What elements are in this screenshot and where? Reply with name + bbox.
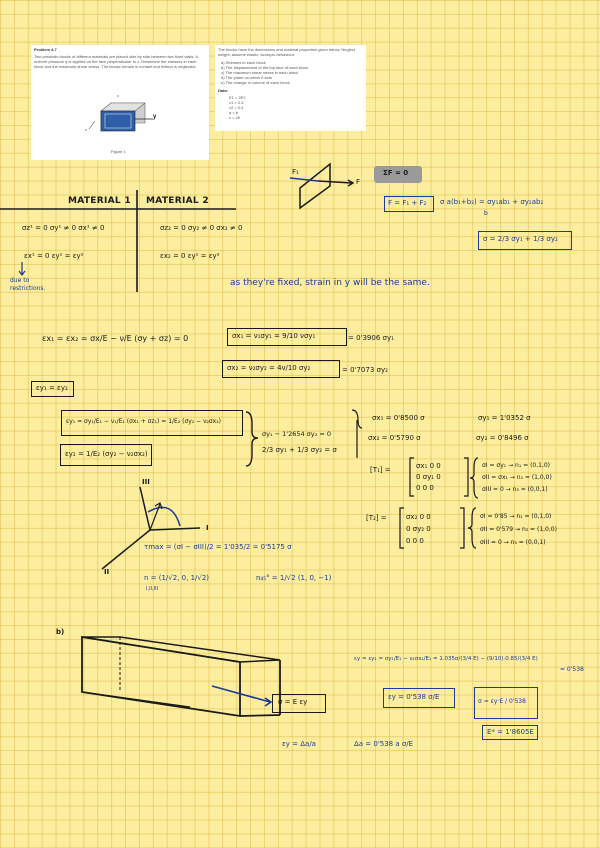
delta-eq: εy = Δa/a [282,740,316,748]
data-value: a = b [229,110,239,115]
tensor-1-label: [T₁] = [370,466,391,474]
tensor-2-label: [T₂] = [366,514,387,522]
axis-III-label: III [142,478,150,486]
delta-result: Δa = 0'538 a σ/E [354,740,414,748]
principal-row: σII = 0'579 → n₂ = (1,0,0) [480,526,557,533]
data-item: d) The plane on which it acts [221,75,272,80]
data-item: b) The displacement of the top face of each block [221,65,309,70]
data-label: Data: [218,88,229,93]
force-label-left: F₁ [292,168,299,176]
e-star-eq: E* = 1'8605E [487,728,534,736]
principal-row: σII = σx₁ → n₂ = (1,0,0) [482,474,552,481]
eps-y-equation: εy = εy₁ = σy₁/E₁ − ν₁σx₁/E₁ = 1.035σ/(3/4 E) − (9/10)·0.85/(3/4 E) [354,656,538,662]
tau-max-eq: τmax = (σI − σIII)/2 = 1'035/2 = 0'5175 σ [144,543,292,551]
eps-sigma-eq: εy = 0'538 σ/E [388,693,440,701]
data-value: c = 2b [229,115,241,120]
principal-row: σIII = 0 → n₃ = (0,0,1) [480,539,546,546]
part-b-label: b) [56,628,65,636]
problem-title: Problem 4.7 [34,47,57,52]
normal-vector: n = (1/√2, 0, 1/√2) [144,574,210,582]
force-sum-eq: F = F₁ + F₂ [388,199,427,207]
matrix-row: 0 0 0 [416,484,434,492]
matrix-row: σx₁ 0 0 [416,462,441,470]
principal-row: σI = σy₁ → n₁ = (0,1,0) [482,462,551,469]
force-expand-eq: σ a(b₁+b₂) = σy₁ab₁ + σy₂ab₂ [440,198,544,206]
data-item: c) The maximum shear stress in each block [221,70,299,75]
eps-y2-box [60,444,152,466]
strain-x-equation: εx₁ = εx₂ = σx/E − ν/E (σy + σz) = 0 [42,334,189,343]
system-eq-1: σy₁ − 1'2654 σy₂ = 0 [262,430,331,438]
data-intro: The blocks have the dimensions and material properties given below. Neglect weight; assume elastic, isotropic behaviour. [218,47,355,57]
eps-y2-eq: εy₂ = 1/E₂ (σy₂ − ν₂σx₂) [65,450,148,458]
fixed-statement: as they're fixed, strain in y will be the same. [230,278,430,288]
sigma-solve-eq: σ = εy·E / 0'538 [478,698,526,705]
matrix-row: 0 σy₁ 0 [416,473,441,481]
result-sigma-x1: σx₁ = 0'8500 σ [372,414,425,422]
tensor-2-matrix [406,511,431,547]
axis-y-label: y [153,114,157,120]
eps-y1-box [61,410,243,436]
sigma-result: σ = 2/3 σy₁ + 1/3 σy₂ [483,235,558,243]
material-2-header: MATERIAL 2 [146,196,209,206]
result-sigma-x2: σx₂ = 0'5790 σ [368,434,421,442]
normal-vector-result: n₄₅° = 1/√2 (1, 0, −1) [256,574,332,582]
normal-subscript: I,II,III [146,586,159,592]
sigma-e-box [272,694,326,713]
sigma-x2-eq: σx₂ = ν₂σy₂ = 4ν/10 σy₂ [227,364,311,372]
data-values [229,95,246,120]
material-1-stresses: σz¹ = 0 σy¹ ≠ 0 σx¹ ≠ 0 [22,224,105,232]
force-sum-box [384,196,434,212]
figure-illustration [83,93,159,141]
sigma-x1-value: = 0'3906 σy₁ [348,334,394,342]
eps-y-result: = 0'538 [560,666,584,673]
tensor-2-principal [480,510,557,549]
material-1-strains: εx¹ = 0 εy¹ = εy² [24,252,84,260]
result-sigma-y1: σy₁ = 1'0352 σ [478,414,531,422]
sigma-x2-box [222,360,340,378]
eps-sigma-box [383,688,455,708]
axis-x-label: x [85,127,87,132]
sigma-x2-value: = 0'7073 σy₂ [342,366,388,374]
e-star-box [482,725,538,740]
sigma-e-eq: σ = E εy [278,698,308,706]
principal-row: σI = 0'85 → n₁ = (0,1,0) [480,513,552,520]
problem-card [31,45,209,160]
sigma-result-box [478,231,572,250]
data-value: ν1 = 0.3 [229,100,244,105]
problem-text: Two prismatic blocks of different materials are placed side by side between two fixed walls. A uniform pressure q is applied on the face perpendicular to x. Determine the stresses in each block and the maximum shear stress. The blocks remain in contact and friction is neglected. [34,54,198,69]
sigma-solve-box [474,687,538,719]
matrix-row: 0 σy₂ 0 [406,525,431,533]
sum-force-badge [374,166,422,183]
data-items-list [221,60,363,85]
matrix-row: 0 0 0 [406,537,424,545]
material-1-header: MATERIAL 1 [68,196,131,206]
system-eq-2: 2/3 σy₁ + 1/3 σy₂ = σ [262,446,337,454]
force-fraction: b [484,210,488,217]
material-2-strains: εx₂ = 0 εy¹ = εy² [160,252,220,260]
force-label-right: F [356,178,361,186]
tensor-1-matrix [416,461,441,494]
sum-force-text: ΣF = 0 [383,169,409,177]
restriction-note: due to restrictions. [10,277,46,292]
tensor-1-principal [482,460,552,496]
result-sigma-y2: σy₂ = 0'8496 σ [476,434,529,442]
figure-caption: Figure 1 [111,149,126,154]
data-value: E1 = 2E2 [229,95,246,100]
axis-I-label: I [206,524,209,532]
principal-row: σIII = 0 → n₃ = (0,0,1) [482,486,548,493]
data-card [215,45,366,131]
eps-equal-box [31,381,74,397]
eps-y1-eq: εy₁ = σy₁/E₁ − ν₁/E₁ (σx₁ + σz₁) = 1/E₂ (σy₂ − ν₂σx₂) [66,418,221,425]
sigma-x1-eq: σx₁ = ν₁σy₁ = 9/10 νσy₁ [232,332,316,340]
axis-II-label: II [104,568,110,576]
matrix-row: σx₂ 0 0 [406,513,431,521]
data-value: ν2 = 0.4 [229,105,244,110]
axis-z-label: z [117,93,119,98]
data-item: a) Stresses in each block [221,60,266,65]
eps-equal: εy₁ = εy₂ [36,384,68,392]
sigma-x1-box [227,328,347,346]
material-2-stresses: σz₂ = 0 σy₂ ≠ 0 σx₂ ≠ 0 [160,224,243,232]
data-item: e) The change in volume of each block [221,80,290,85]
